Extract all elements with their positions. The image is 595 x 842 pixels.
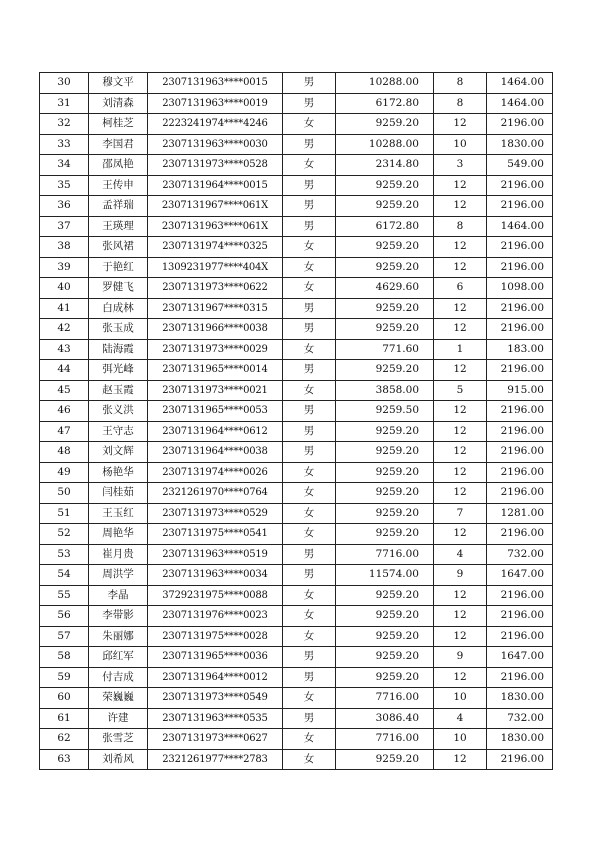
subsidy-cell: 1830.00 bbox=[487, 134, 553, 155]
amount-cell: 6172.80 bbox=[336, 216, 434, 237]
gender-cell: 女 bbox=[283, 155, 336, 176]
subsidy-cell: 2196.00 bbox=[487, 442, 553, 463]
id-number-cell: 2307131975****0541 bbox=[148, 524, 283, 545]
months-cell: 10 bbox=[434, 134, 487, 155]
months-cell: 12 bbox=[434, 442, 487, 463]
table-row bbox=[40, 257, 553, 278]
table-row bbox=[40, 196, 553, 217]
subsidy-cell: 2196.00 bbox=[487, 196, 553, 217]
table-row bbox=[40, 585, 553, 606]
name-cell: 李国君 bbox=[89, 134, 148, 155]
subsidy-cell: 2196.00 bbox=[487, 175, 553, 196]
gender-cell: 男 bbox=[283, 134, 336, 155]
gender-cell: 女 bbox=[283, 483, 336, 504]
gender-cell: 女 bbox=[283, 339, 336, 360]
subsidy-cell: 1464.00 bbox=[487, 93, 553, 114]
gender-cell: 男 bbox=[283, 175, 336, 196]
gender-cell: 女 bbox=[283, 503, 336, 524]
id-number-cell: 2307131964****0015 bbox=[148, 175, 283, 196]
name-cell: 王传申 bbox=[89, 175, 148, 196]
row-number-cell: 48 bbox=[40, 442, 89, 463]
name-cell: 李带影 bbox=[89, 606, 148, 627]
row-number-cell: 55 bbox=[40, 585, 89, 606]
amount-cell: 2314.80 bbox=[336, 155, 434, 176]
id-number-cell: 2307131973****0029 bbox=[148, 339, 283, 360]
id-number-cell: 2307131963****0519 bbox=[148, 544, 283, 565]
amount-cell: 9259.20 bbox=[336, 503, 434, 524]
id-number-cell: 2307131963****0535 bbox=[148, 708, 283, 729]
table-row bbox=[40, 688, 553, 709]
amount-cell: 9259.20 bbox=[336, 626, 434, 647]
id-number-cell: 2307131974****0026 bbox=[148, 462, 283, 483]
amount-cell: 7716.00 bbox=[336, 544, 434, 565]
subsidy-cell: 1464.00 bbox=[487, 73, 553, 94]
months-cell: 10 bbox=[434, 688, 487, 709]
amount-cell: 9259.20 bbox=[336, 483, 434, 504]
subsidy-cell: 2196.00 bbox=[487, 401, 553, 422]
months-cell: 12 bbox=[434, 606, 487, 627]
table-row bbox=[40, 647, 553, 668]
amount-cell: 7716.00 bbox=[336, 688, 434, 709]
name-cell: 白成林 bbox=[89, 298, 148, 319]
months-cell: 8 bbox=[434, 216, 487, 237]
table-row bbox=[40, 278, 553, 299]
months-cell: 4 bbox=[434, 708, 487, 729]
row-number-cell: 37 bbox=[40, 216, 89, 237]
row-number-cell: 56 bbox=[40, 606, 89, 627]
amount-cell: 9259.20 bbox=[336, 647, 434, 668]
amount-cell: 9259.20 bbox=[336, 319, 434, 340]
amount-cell: 9259.20 bbox=[336, 114, 434, 135]
row-number-cell: 57 bbox=[40, 626, 89, 647]
amount-cell: 7716.00 bbox=[336, 729, 434, 750]
gender-cell: 男 bbox=[283, 565, 336, 586]
months-cell: 12 bbox=[434, 749, 487, 770]
name-cell: 邵凤艳 bbox=[89, 155, 148, 176]
gender-cell: 女 bbox=[283, 524, 336, 545]
table-row bbox=[40, 421, 553, 442]
gender-cell: 男 bbox=[283, 216, 336, 237]
table-row bbox=[40, 134, 553, 155]
name-cell: 周洪学 bbox=[89, 565, 148, 586]
id-number-cell: 2307131967****0315 bbox=[148, 298, 283, 319]
table-body bbox=[40, 73, 553, 770]
row-number-cell: 54 bbox=[40, 565, 89, 586]
subsidy-cell: 2196.00 bbox=[487, 114, 553, 135]
table-row bbox=[40, 462, 553, 483]
subsidy-cell: 732.00 bbox=[487, 544, 553, 565]
gender-cell: 女 bbox=[283, 462, 336, 483]
id-number-cell: 2307131966****0038 bbox=[148, 319, 283, 340]
amount-cell: 10288.00 bbox=[336, 73, 434, 94]
name-cell: 崔月贵 bbox=[89, 544, 148, 565]
row-number-cell: 59 bbox=[40, 667, 89, 688]
amount-cell: 9259.20 bbox=[336, 237, 434, 258]
id-number-cell: 3729231975****0088 bbox=[148, 585, 283, 606]
amount-cell: 9259.20 bbox=[336, 257, 434, 278]
row-number-cell: 45 bbox=[40, 380, 89, 401]
months-cell: 4 bbox=[434, 544, 487, 565]
gender-cell: 男 bbox=[283, 196, 336, 217]
subsidy-cell: 2196.00 bbox=[487, 749, 553, 770]
subsidy-cell: 2196.00 bbox=[487, 319, 553, 340]
subsidy-cell: 732.00 bbox=[487, 708, 553, 729]
row-number-cell: 44 bbox=[40, 360, 89, 381]
table-row bbox=[40, 93, 553, 114]
months-cell: 12 bbox=[434, 421, 487, 442]
table-row bbox=[40, 339, 553, 360]
name-cell: 杨艳华 bbox=[89, 462, 148, 483]
amount-cell: 9259.20 bbox=[336, 442, 434, 463]
amount-cell: 9259.20 bbox=[336, 175, 434, 196]
months-cell: 12 bbox=[434, 298, 487, 319]
table-row bbox=[40, 606, 553, 627]
subsidy-cell: 1830.00 bbox=[487, 688, 553, 709]
subsidy-cell: 1647.00 bbox=[487, 565, 553, 586]
months-cell: 12 bbox=[434, 401, 487, 422]
gender-cell: 男 bbox=[283, 319, 336, 340]
months-cell: 12 bbox=[434, 585, 487, 606]
months-cell: 8 bbox=[434, 93, 487, 114]
table-row bbox=[40, 360, 553, 381]
table-row bbox=[40, 175, 553, 196]
table-row bbox=[40, 73, 553, 94]
id-number-cell: 2307131965****0053 bbox=[148, 401, 283, 422]
gender-cell: 女 bbox=[283, 585, 336, 606]
subsidy-cell: 1464.00 bbox=[487, 216, 553, 237]
subsidy-cell: 2196.00 bbox=[487, 626, 553, 647]
subsidy-cell: 1281.00 bbox=[487, 503, 553, 524]
table-row bbox=[40, 216, 553, 237]
id-number-cell: 2307131975****0028 bbox=[148, 626, 283, 647]
gender-cell: 女 bbox=[283, 749, 336, 770]
row-number-cell: 30 bbox=[40, 73, 89, 94]
name-cell: 周艳华 bbox=[89, 524, 148, 545]
subsidy-cell: 2196.00 bbox=[487, 421, 553, 442]
name-cell: 刘希风 bbox=[89, 749, 148, 770]
table-row bbox=[40, 401, 553, 422]
name-cell: 罗健飞 bbox=[89, 278, 148, 299]
months-cell: 9 bbox=[434, 647, 487, 668]
row-number-cell: 49 bbox=[40, 462, 89, 483]
name-cell: 李晶 bbox=[89, 585, 148, 606]
table-row bbox=[40, 237, 553, 258]
id-number-cell: 2307131963****0019 bbox=[148, 93, 283, 114]
amount-cell: 9259.20 bbox=[336, 462, 434, 483]
amount-cell: 771.60 bbox=[336, 339, 434, 360]
gender-cell: 女 bbox=[283, 237, 336, 258]
id-number-cell: 2321261977****2783 bbox=[148, 749, 283, 770]
id-number-cell: 2307131973****0549 bbox=[148, 688, 283, 709]
id-number-cell: 2307131964****0612 bbox=[148, 421, 283, 442]
table-row bbox=[40, 442, 553, 463]
name-cell: 张风裙 bbox=[89, 237, 148, 258]
name-cell: 闫桂茹 bbox=[89, 483, 148, 504]
name-cell: 刘清森 bbox=[89, 93, 148, 114]
id-number-cell: 2307131963****0030 bbox=[148, 134, 283, 155]
row-number-cell: 31 bbox=[40, 93, 89, 114]
table-row bbox=[40, 483, 553, 504]
subsidy-cell: 2196.00 bbox=[487, 483, 553, 504]
table-row bbox=[40, 667, 553, 688]
row-number-cell: 42 bbox=[40, 319, 89, 340]
name-cell: 王守志 bbox=[89, 421, 148, 442]
amount-cell: 10288.00 bbox=[336, 134, 434, 155]
amount-cell: 9259.50 bbox=[336, 401, 434, 422]
amount-cell: 3086.40 bbox=[336, 708, 434, 729]
subsidy-cell: 2196.00 bbox=[487, 298, 553, 319]
months-cell: 12 bbox=[434, 483, 487, 504]
id-number-cell: 2307131965****0014 bbox=[148, 360, 283, 381]
subsidy-cell: 2196.00 bbox=[487, 360, 553, 381]
amount-cell: 9259.20 bbox=[336, 298, 434, 319]
gender-cell: 男 bbox=[283, 442, 336, 463]
row-number-cell: 50 bbox=[40, 483, 89, 504]
subsidy-cell: 2196.00 bbox=[487, 524, 553, 545]
months-cell: 12 bbox=[434, 196, 487, 217]
gender-cell: 女 bbox=[283, 606, 336, 627]
gender-cell: 男 bbox=[283, 360, 336, 381]
months-cell: 12 bbox=[434, 175, 487, 196]
subsidy-cell: 2196.00 bbox=[487, 237, 553, 258]
subsidy-cell: 2196.00 bbox=[487, 606, 553, 627]
gender-cell: 女 bbox=[283, 729, 336, 750]
row-number-cell: 40 bbox=[40, 278, 89, 299]
id-number-cell: 2307131967****061X bbox=[148, 196, 283, 217]
name-cell: 刘文辉 bbox=[89, 442, 148, 463]
row-number-cell: 47 bbox=[40, 421, 89, 442]
months-cell: 12 bbox=[434, 319, 487, 340]
name-cell: 朱丽娜 bbox=[89, 626, 148, 647]
months-cell: 12 bbox=[434, 237, 487, 258]
table-row bbox=[40, 298, 553, 319]
row-number-cell: 61 bbox=[40, 708, 89, 729]
id-number-cell: 2307131976****0023 bbox=[148, 606, 283, 627]
id-number-cell: 2307131973****0627 bbox=[148, 729, 283, 750]
subsidy-cell: 2196.00 bbox=[487, 585, 553, 606]
gender-cell: 女 bbox=[283, 278, 336, 299]
amount-cell: 3858.00 bbox=[336, 380, 434, 401]
name-cell: 张义洪 bbox=[89, 401, 148, 422]
id-number-cell: 1309231977****404X bbox=[148, 257, 283, 278]
months-cell: 12 bbox=[434, 257, 487, 278]
name-cell: 穆文平 bbox=[89, 73, 148, 94]
row-number-cell: 62 bbox=[40, 729, 89, 750]
name-cell: 王瑛理 bbox=[89, 216, 148, 237]
months-cell: 8 bbox=[434, 73, 487, 94]
gender-cell: 男 bbox=[283, 401, 336, 422]
name-cell: 于艳红 bbox=[89, 257, 148, 278]
amount-cell: 9259.20 bbox=[336, 606, 434, 627]
id-number-cell: 2307131973****0021 bbox=[148, 380, 283, 401]
table-row bbox=[40, 319, 553, 340]
months-cell: 7 bbox=[434, 503, 487, 524]
subsidy-cell: 549.00 bbox=[487, 155, 553, 176]
gender-cell: 男 bbox=[283, 93, 336, 114]
subsidy-cell: 915.00 bbox=[487, 380, 553, 401]
row-number-cell: 32 bbox=[40, 114, 89, 135]
name-cell: 赵玉霞 bbox=[89, 380, 148, 401]
amount-cell: 9259.20 bbox=[336, 524, 434, 545]
name-cell: 柯桂芝 bbox=[89, 114, 148, 135]
gender-cell: 女 bbox=[283, 380, 336, 401]
amount-cell: 9259.20 bbox=[336, 585, 434, 606]
table-row bbox=[40, 544, 553, 565]
table-row bbox=[40, 708, 553, 729]
gender-cell: 男 bbox=[283, 544, 336, 565]
gender-cell: 男 bbox=[283, 73, 336, 94]
table-row bbox=[40, 155, 553, 176]
subsidy-cell: 2196.00 bbox=[487, 667, 553, 688]
row-number-cell: 46 bbox=[40, 401, 89, 422]
gender-cell: 男 bbox=[283, 298, 336, 319]
id-number-cell: 2307131963****061X bbox=[148, 216, 283, 237]
table-row bbox=[40, 503, 553, 524]
row-number-cell: 53 bbox=[40, 544, 89, 565]
months-cell: 12 bbox=[434, 626, 487, 647]
amount-cell: 4629.60 bbox=[336, 278, 434, 299]
amount-cell: 6172.80 bbox=[336, 93, 434, 114]
row-number-cell: 39 bbox=[40, 257, 89, 278]
row-number-cell: 58 bbox=[40, 647, 89, 668]
months-cell: 12 bbox=[434, 114, 487, 135]
months-cell: 12 bbox=[434, 462, 487, 483]
subsidy-cell: 2196.00 bbox=[487, 462, 553, 483]
row-number-cell: 51 bbox=[40, 503, 89, 524]
id-number-cell: 2307131963****0034 bbox=[148, 565, 283, 586]
id-number-cell: 2307131964****0038 bbox=[148, 442, 283, 463]
table-row bbox=[40, 729, 553, 750]
id-number-cell: 2307131973****0528 bbox=[148, 155, 283, 176]
months-cell: 10 bbox=[434, 729, 487, 750]
months-cell: 12 bbox=[434, 667, 487, 688]
gender-cell: 女 bbox=[283, 688, 336, 709]
row-number-cell: 35 bbox=[40, 175, 89, 196]
name-cell: 陆海霞 bbox=[89, 339, 148, 360]
months-cell: 6 bbox=[434, 278, 487, 299]
subsidy-cell: 183.00 bbox=[487, 339, 553, 360]
table-row bbox=[40, 565, 553, 586]
id-number-cell: 2223241974****4246 bbox=[148, 114, 283, 135]
row-number-cell: 63 bbox=[40, 749, 89, 770]
table-row bbox=[40, 749, 553, 770]
subsidy-table bbox=[39, 72, 553, 770]
name-cell: 许建 bbox=[89, 708, 148, 729]
id-number-cell: 2307131964****0012 bbox=[148, 667, 283, 688]
id-number-cell: 2321261970****0764 bbox=[148, 483, 283, 504]
name-cell: 荣巍巍 bbox=[89, 688, 148, 709]
months-cell: 3 bbox=[434, 155, 487, 176]
row-number-cell: 60 bbox=[40, 688, 89, 709]
row-number-cell: 43 bbox=[40, 339, 89, 360]
name-cell: 张雪芝 bbox=[89, 729, 148, 750]
subsidy-cell: 1098.00 bbox=[487, 278, 553, 299]
id-number-cell: 2307131965****0036 bbox=[148, 647, 283, 668]
row-number-cell: 34 bbox=[40, 155, 89, 176]
gender-cell: 男 bbox=[283, 421, 336, 442]
table-row bbox=[40, 524, 553, 545]
id-number-cell: 2307131973****0529 bbox=[148, 503, 283, 524]
id-number-cell: 2307131963****0015 bbox=[148, 73, 283, 94]
months-cell: 12 bbox=[434, 524, 487, 545]
amount-cell: 9259.20 bbox=[336, 749, 434, 770]
gender-cell: 女 bbox=[283, 626, 336, 647]
table-row bbox=[40, 380, 553, 401]
id-number-cell: 2307131974****0325 bbox=[148, 237, 283, 258]
months-cell: 5 bbox=[434, 380, 487, 401]
subsidy-cell: 1830.00 bbox=[487, 729, 553, 750]
months-cell: 12 bbox=[434, 360, 487, 381]
months-cell: 9 bbox=[434, 565, 487, 586]
gender-cell: 男 bbox=[283, 667, 336, 688]
name-cell: 付吉成 bbox=[89, 667, 148, 688]
amount-cell: 9259.20 bbox=[336, 196, 434, 217]
row-number-cell: 36 bbox=[40, 196, 89, 217]
gender-cell: 女 bbox=[283, 257, 336, 278]
id-number-cell: 2307131973****0622 bbox=[148, 278, 283, 299]
amount-cell: 9259.20 bbox=[336, 421, 434, 442]
gender-cell: 男 bbox=[283, 647, 336, 668]
name-cell: 王玉红 bbox=[89, 503, 148, 524]
row-number-cell: 33 bbox=[40, 134, 89, 155]
gender-cell: 女 bbox=[283, 114, 336, 135]
amount-cell: 9259.20 bbox=[336, 667, 434, 688]
name-cell: 孟祥瑞 bbox=[89, 196, 148, 217]
name-cell: 邱红军 bbox=[89, 647, 148, 668]
amount-cell: 11574.00 bbox=[336, 565, 434, 586]
name-cell: 弭光峰 bbox=[89, 360, 148, 381]
name-cell: 张玉成 bbox=[89, 319, 148, 340]
table-row bbox=[40, 626, 553, 647]
subsidy-cell: 1647.00 bbox=[487, 647, 553, 668]
row-number-cell: 41 bbox=[40, 298, 89, 319]
gender-cell: 男 bbox=[283, 708, 336, 729]
amount-cell: 9259.20 bbox=[336, 360, 434, 381]
row-number-cell: 38 bbox=[40, 237, 89, 258]
table-row bbox=[40, 114, 553, 135]
row-number-cell: 52 bbox=[40, 524, 89, 545]
subsidy-cell: 2196.00 bbox=[487, 257, 553, 278]
months-cell: 1 bbox=[434, 339, 487, 360]
